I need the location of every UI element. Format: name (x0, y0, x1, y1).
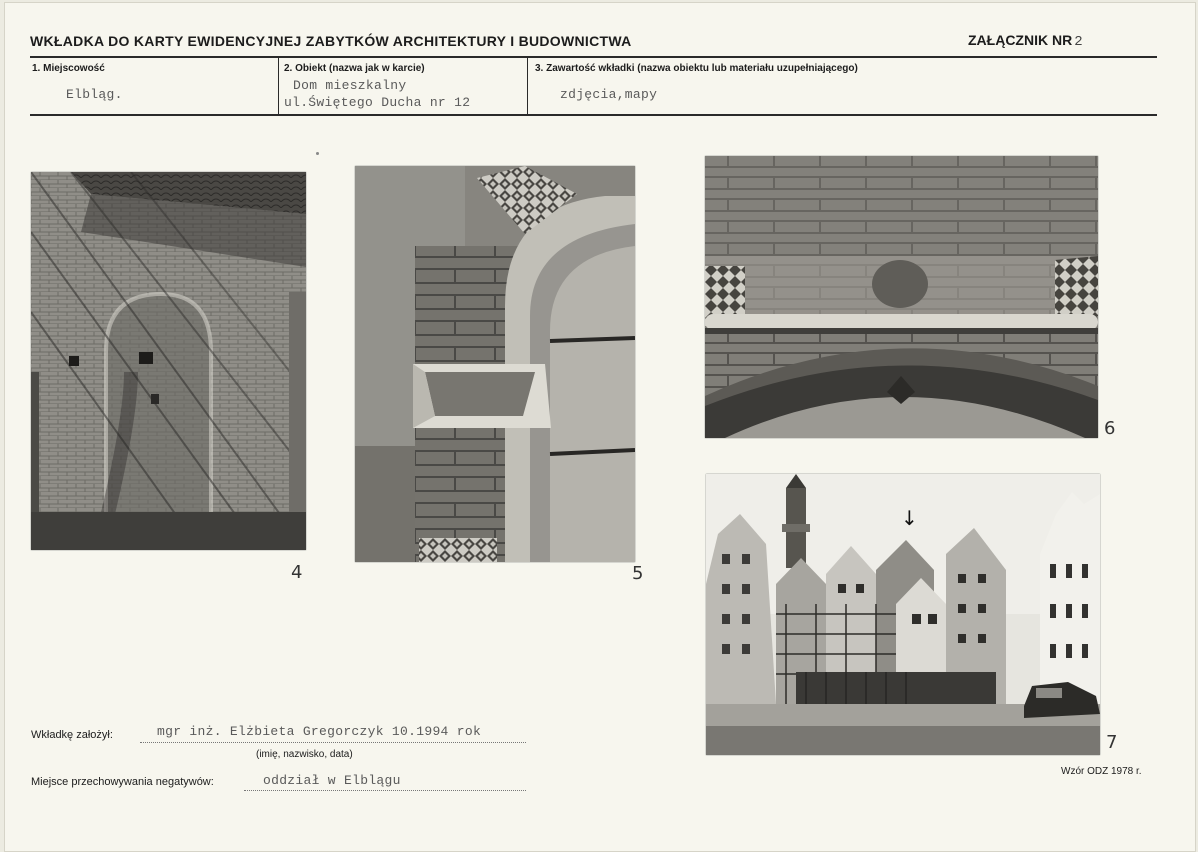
negatives-label: Miejsce przechowywania negatywów: (31, 776, 214, 788)
photo-6-number: 6 (1104, 418, 1116, 439)
annex-label (968, 32, 1083, 50)
photo-5-number: 5 (632, 563, 644, 584)
photo-4-number: 4 (291, 562, 303, 583)
object-value-line1: Dom mieszkalny (293, 78, 407, 93)
photo-6-arch-detail (705, 156, 1098, 438)
negatives-value: oddział w Elblągu (263, 773, 401, 788)
field-divider-2 (527, 58, 528, 114)
photo-5-portal-detail (355, 166, 635, 562)
contents-value: zdjęcia,mapy (560, 87, 658, 102)
annex-label-text: ZAŁĄCZNIK NR (968, 32, 1073, 48)
created-by-label: Wkładkę założył: (31, 729, 113, 741)
place-label: 1. Miejscowość (32, 63, 105, 74)
template-note: Wzór ODZ 1978 r. (1061, 766, 1142, 777)
negatives-underline (244, 790, 526, 791)
photo-5-image (355, 166, 635, 562)
object-label: 2. Obiekt (nazwa jak w karcie) (284, 63, 425, 74)
created-by-underline (140, 742, 526, 743)
created-by-hint: (imię, nazwisko, data) (256, 749, 353, 760)
photo-4-image (31, 172, 306, 550)
contents-label: 3. Zawartość wkładki (nazwa obiektu lub materiału uzupełniającego) (535, 63, 858, 74)
created-by-value: mgr inż. Elżbieta Gregorczyk 10.1994 rok (157, 724, 482, 739)
object-value-line2: ul.Świętego Ducha nr 12 (284, 95, 471, 110)
document-title: WKŁADKA DO KARTY EWIDENCYJNEJ ZABYTKÓW ARCHITEKTURY I BUDOWNICTWA (30, 33, 632, 49)
field-divider-1 (278, 58, 279, 114)
photo-6-image (705, 156, 1098, 438)
photo-7-marker: ↓ (901, 506, 918, 530)
header-top-rule (30, 56, 1157, 58)
header-bottom-rule (30, 114, 1157, 116)
place-value: Elbląg. (66, 87, 123, 102)
photo-4-brick-wall (31, 172, 306, 550)
annex-number: 2 (1074, 34, 1083, 50)
pin-mark (316, 152, 319, 155)
photo-7-number: 7 (1106, 732, 1118, 753)
